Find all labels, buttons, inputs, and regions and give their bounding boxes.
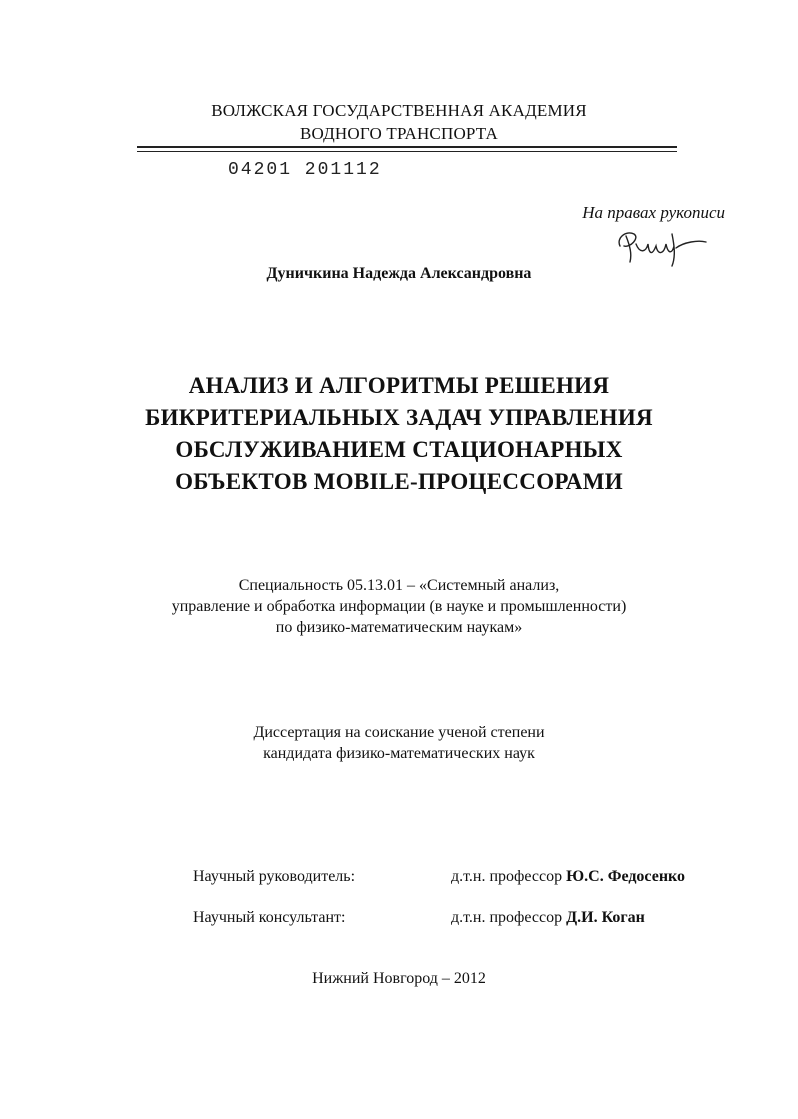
specialty-line-2: управление и обработка информации (в науке и промышленности) [171,598,627,615]
consultant-name: Д.И. Коган [566,909,645,926]
dissertation-line-1: Диссертация на соискание ученой степени [253,724,545,741]
dissertation-title [0,370,798,498]
title-line-4: ОБЪЕКТОВ MOBILE-ПРОЦЕССОРАМИ [175,469,623,494]
header-divider-thick [137,146,677,148]
institution-line-2: ВОДНОГО ТРАНСПОРТА [299,124,499,143]
specialty-block [0,575,798,638]
document-number: 04201 201112 [228,160,382,180]
author-name: Дуничкина Надежда Александровна [266,265,532,282]
consultant-title: д.т.н. профессор [451,909,563,926]
specialty-line-3: по физико-математическим наукам» [275,619,523,636]
title-line-3: ОБСЛУЖИВАНИЕМ СТАЦИОНАРНЫХ [175,437,623,462]
header-divider-thin [137,151,677,152]
institution-header [0,99,798,145]
author-signature [612,224,708,268]
supervisor-name: Ю.С. Федосенко [566,868,686,885]
dissertation-block [0,722,798,764]
supervisor-value [451,868,685,886]
specialty-line-1: Специальность 05.13.01 – «Системный анализ, [238,577,560,594]
consultant-value [451,909,645,927]
manuscript-rights: На правах рукописи [582,203,725,222]
dissertation-line-2: кандидата физико-математических наук [263,745,535,762]
title-line-2: БИКРИТЕРИАЛЬНЫХ ЗАДАЧ УПРАВЛЕНИЯ [145,405,653,430]
supervisor-title: д.т.н. профессор [451,868,563,885]
institution-line-1: ВОЛЖСКАЯ ГОСУДАРСТВЕННАЯ АКАДЕМИЯ [211,101,587,120]
supervisor-label: Научный руководитель: [193,868,356,885]
place-year: Нижний Новгород – 2012 [312,970,486,987]
title-line-1: АНАЛИЗ И АЛГОРИТМЫ РЕШЕНИЯ [188,373,610,398]
consultant-label: Научный консультант: [193,909,346,926]
